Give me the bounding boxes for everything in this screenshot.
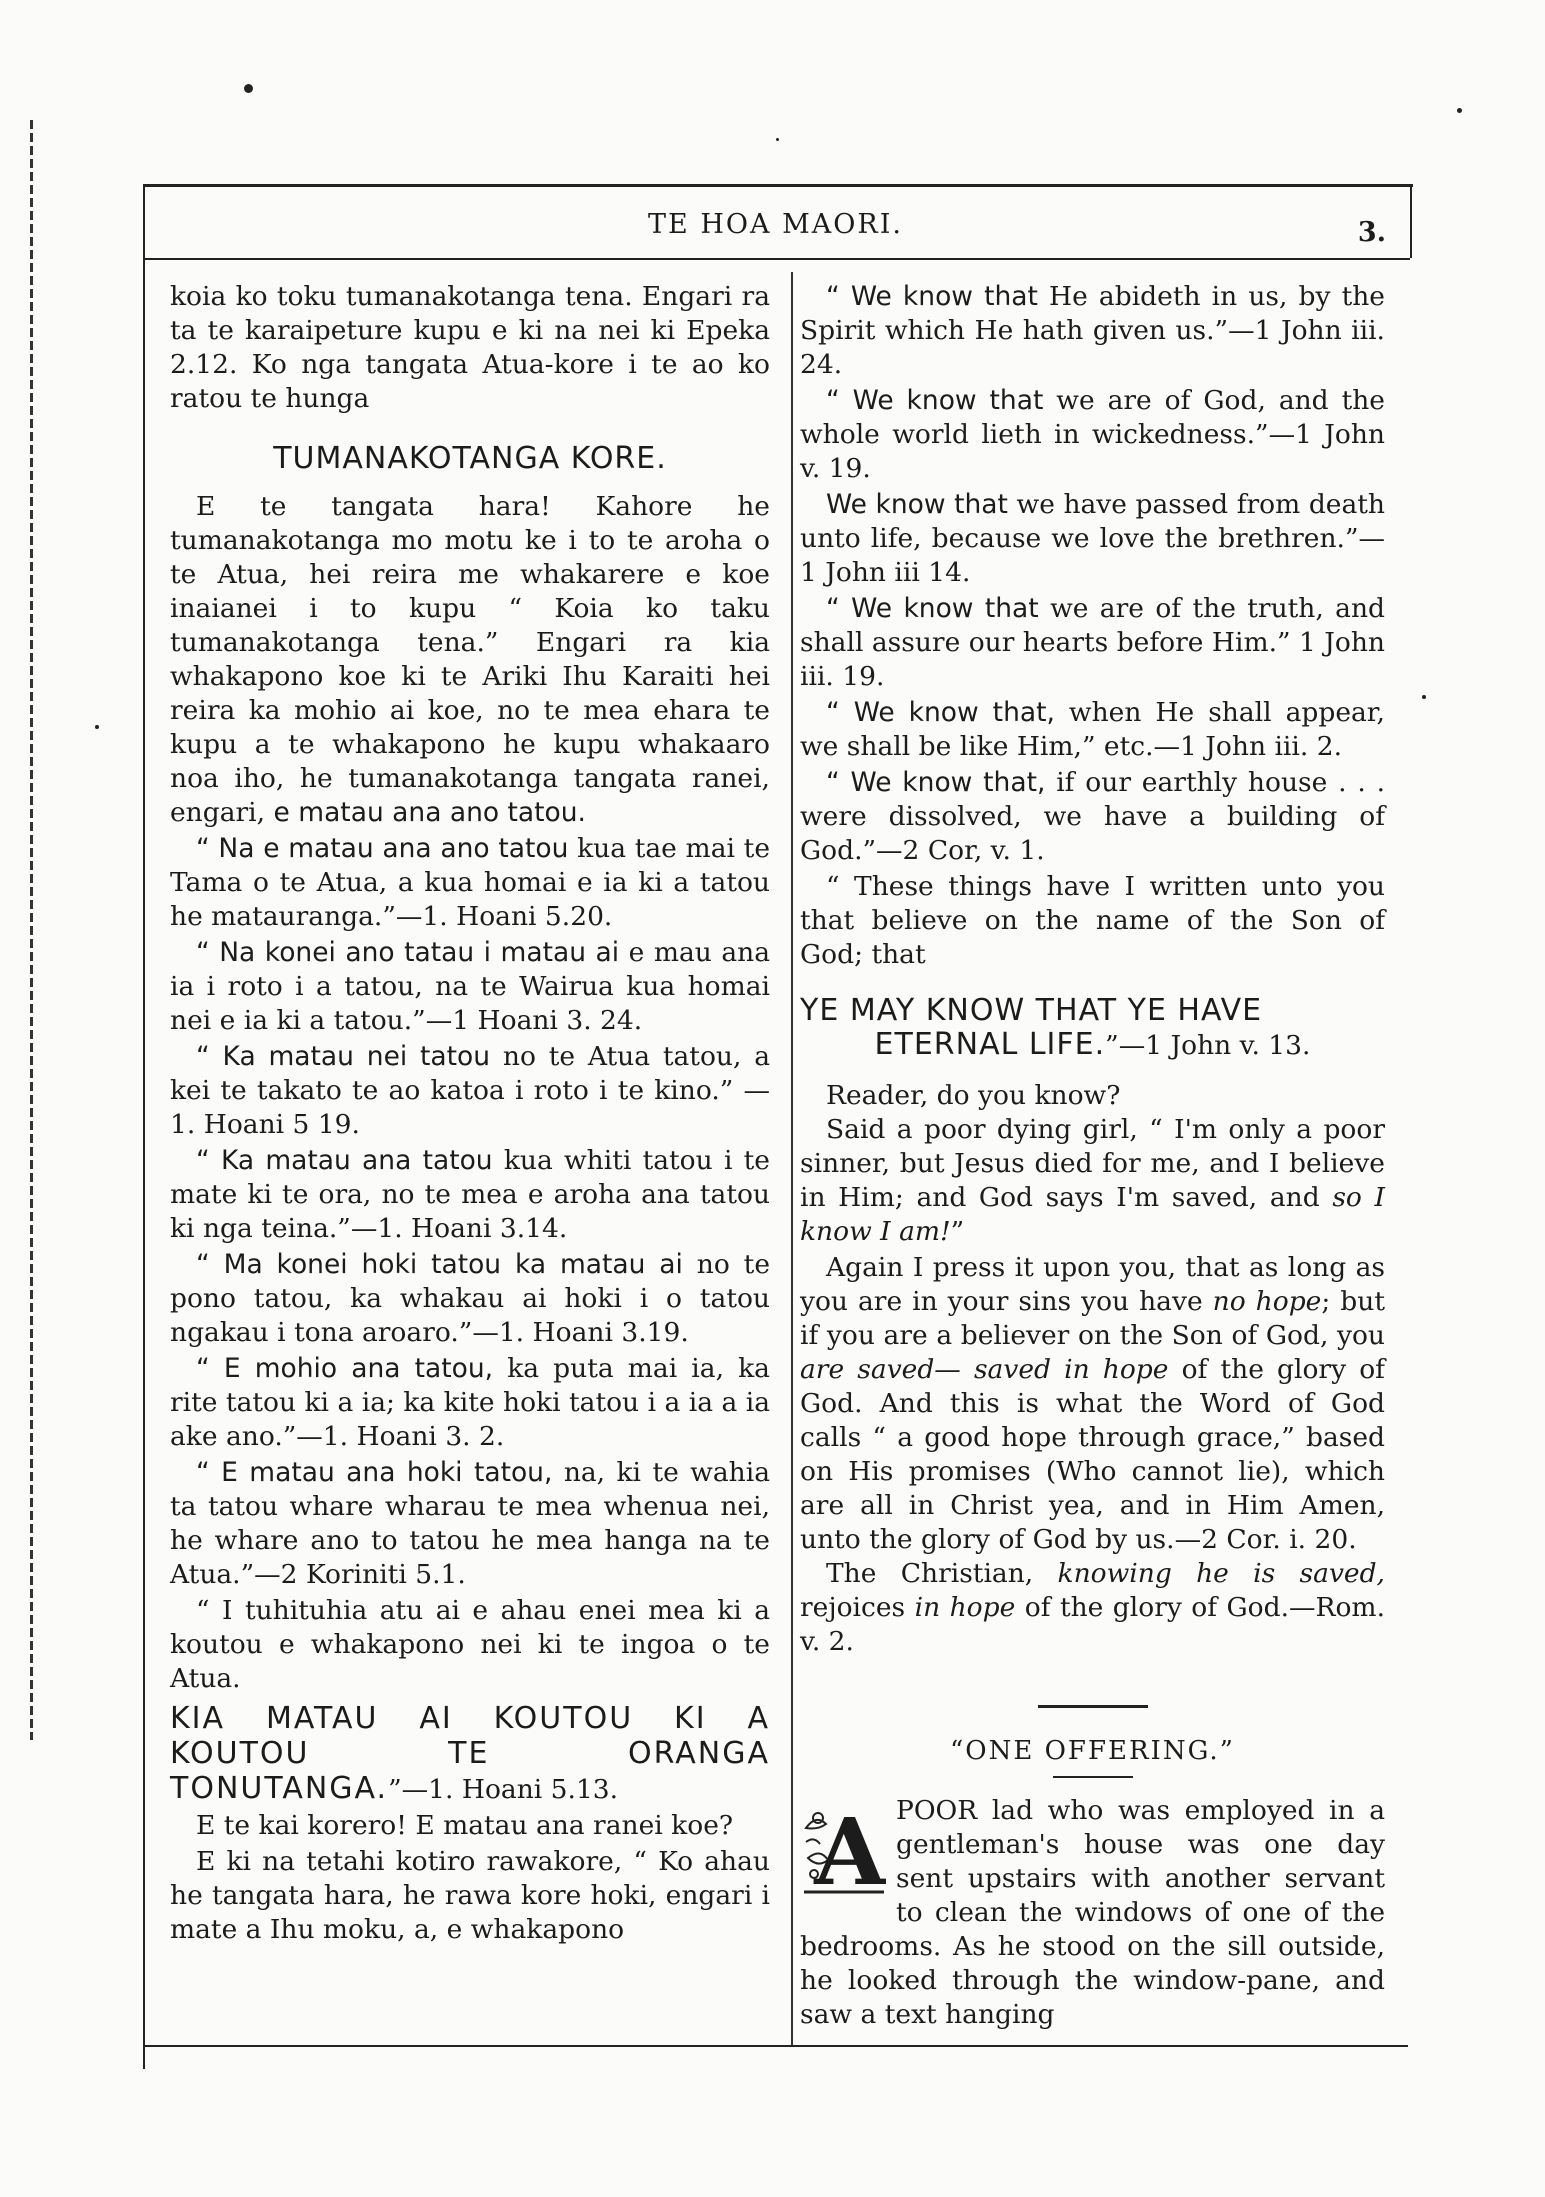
quote-lead: “ Ka matau ana tatou [196,1145,493,1176]
paragraph: E ki na tetahi kotiro rawakore, “ Ko ahau he tangata hara, he rawa kore hoki, engari i mate a Ihu moku, a, e whakapono [170,1846,770,1945]
quotation [800,384,1385,486]
article-text: POOR lad who was employed in a gentleman's house was one day sent upstairs with another servant to clean the windows of one of the bedrooms. As he stood on the sill outside, he looked through the window-pane, and saw a text hanging [800,1795,1385,2030]
svg-text:A: A [814,1798,886,1898]
paragraph-text: ; but if you are a believer on the Son of God, you [800,1286,1385,1351]
paragraph [800,1113,1385,1249]
quotation [170,1144,770,1246]
paragraph-text: Again I press it upon you, that as long as you are in your sins you have [800,1252,1385,1317]
quote-text: na, ki te wahia ta tatou whare wharau te mea whenua nei, he whare ano to tatou he mea hanga na te Atua.”—2 Koriniti 5.1. [170,1457,770,1590]
page-number: 3. [1357,217,1386,248]
paragraph: E te kai korero! E matau ana ranei koe? [196,1810,734,1841]
quotation [170,832,770,934]
heading-text: ETERNAL LIFE. [874,1027,1106,1062]
publication-title: TE HOA MAORI. [648,209,903,240]
quote-lead: “ Na e matau ana ano tatou [196,833,569,864]
right-column [800,280,1385,2032]
floral-initial-icon [800,1798,886,1898]
italic-text: are saved— saved in hope [800,1354,1169,1385]
scan-speck [776,138,779,141]
ornamental-dropcap [800,1798,886,1898]
quotation: “ These things have I written unto you that believe on the name of the Son of God; that [800,871,1385,970]
quote-lead: “ We know that [826,281,1038,312]
quote-lead: “ We know that [826,385,1044,416]
emphasis-text: e matau ana ano tatou. [273,797,586,828]
quotation [170,936,770,1038]
section-heading-line-1: YE MAY KNOW THAT YE HAVE [800,993,1263,1028]
paragraph: Reader, do you know? [826,1080,1121,1111]
bottom-rule [143,2045,1408,2047]
paragraph-text: E te tangata hara! Kahore he tumanakotanga mo motu ke i to te aroha o te Atua, hei reira me whakarere e koe inaianei i to kupu “ Koia ko taku tumanakotanga tena.” Engari ra kia whakapono koe ki te Ariki Ihu Karaiti hei reira ka mohio ai koe, no te mea ehara te kupu a te whakapono he kupu whakaaro noa iho, he tumanakotanga tangata ranei, engari, [170,491,770,828]
quote-text: ka puta mai ia, ka rite tatou ki a ia; ka kite hoki tatou i a ia a ia ake ano.”—1. Hoani 3. 2. [170,1353,770,1452]
italic-text: in hope [914,1592,1016,1623]
page-header [143,205,1408,249]
quotation [800,766,1385,868]
paragraph: koia ko toku tumanakotanga tena. Engari ra ta te karaipeture kupu e ki na nei ki Epeka 2.12. Ko nga tangata Atua-kore i te ao ko ratou te hunga [170,281,770,414]
quote-text: kua tae mai te Tama o te Atua, a kua homai e ia ki a tatou he matauranga.”—1. Hoani 5.20. [170,833,771,932]
quotation [170,1040,770,1142]
heading-text: KIA MATAU AI KOUTOU KI A KOUTOU TE ORANGA TONUTANGA. [170,1701,770,1806]
title-underline [1053,1776,1133,1778]
scan-speck [95,725,99,729]
section-heading [170,1702,770,1807]
italic-text: knowing he is saved, [1057,1558,1385,1589]
quote-lead: “ E mohio ana tatou, [196,1353,494,1384]
paragraph-text: The Christian, [826,1558,1034,1589]
quote-text: we are of God, and the whole world lieth in wickedness.”—1 John v. 19. [800,385,1385,484]
quote-text: kua whiti tatou i te mate ki te ora, no te mea e aroha ana tatou ki nga teina.”—1. Hoani 3.14. [170,1145,770,1244]
quote-lead: “ We know that, [826,767,1046,798]
quote-text: when He shall appear, we shall be like Him,” etc.—1 John iii. 2. [800,697,1385,762]
paragraph [800,1557,1385,1659]
quotation [170,1248,770,1350]
quote-lead: “ Na konei ano tatau i matau ai [196,937,620,968]
paragraph [170,490,770,830]
header-rule [143,258,1410,260]
quote-lead: “ We know that, [826,697,1055,728]
quotation [800,488,1385,590]
right-rule [1410,184,1412,258]
left-column [170,280,770,1947]
quote-text: no te Atua tatou, a kei te takato te ao katoa i roto i te kino.” —1. Hoani 5 19. [170,1041,770,1140]
section-heading-line-2 [800,1028,1385,1063]
scan-speck [1422,695,1426,699]
quotation [170,1352,770,1454]
quote-text: He abideth in us, by the Spirit which He hath given us.”—1 John iii. 24. [800,281,1385,380]
quote-text: e mau ana ia i roto i a tatou, na te Wairua kua homai nei e ia ki a tatou.”—1 Hoani 3. 24. [170,937,770,1036]
paragraph-text: of the glory of God. And this is what the Word of God calls “ a good hope through grace,” based on His promises (Who cannot lie), which are all in Christ yea, and in Him Amen, unto the glory of God by us.—2 Cor. i. 20. [800,1354,1385,1555]
paragraph-text: ” [950,1216,965,1247]
quote-text: we are of the truth, and shall assure our hearts before Him.” 1 John iii. 19. [800,593,1385,692]
scan-margin-artifact [30,120,33,1740]
paragraph-text: rejoices [800,1592,906,1623]
quote-text: no te pono tatou, ka whakau ai hoki i o tatou ngakau i tona aroaro.”—1. Hoani 3.19. [170,1249,770,1348]
scan-speck [1457,108,1462,113]
scan-speck [244,84,253,93]
quote-lead: “ Ka matau nei tatou [196,1041,491,1072]
quotation: “ I tuhituhia atu ai e ahau enei mea ki a koutou e whakapono nei ki te ingoa o te Atua. [170,1595,770,1694]
paragraph-text: Said a poor dying girl, “ I'm only a poor sinner, but Jesus died for me, and I believe in Him; and God says I'm saved, and [800,1114,1385,1213]
article-paragraph [800,1794,1385,2032]
quote-lead: We know that [826,489,1008,520]
quotation [800,592,1385,694]
heading-reference: ”—1. Hoani 5.13. [388,1774,619,1805]
quote-lead: “ Ma konei hoki tatou ka matau ai [196,1249,683,1280]
heading-reference: ”—1 John v. 13. [1105,1030,1311,1061]
italic-text: no hope [1212,1286,1322,1317]
column-divider [791,272,793,2046]
section-heading: TUMANAKOTANGA KORE. [273,441,667,476]
article-title: “ONE OFFERING.” [950,1736,1235,1766]
quotation [800,696,1385,764]
quote-text: if our earthly house . . . were dissolved, we have a building of God.”—2 Cor, v. 1. [800,767,1385,866]
paragraph [800,1251,1385,1557]
paragraph-text: of the glory of God.—Rom. v. 2. [800,1592,1385,1657]
quote-lead: “ E matau ana hoki tatou, [196,1457,553,1488]
quote-lead: “ We know that [826,593,1039,624]
top-rule [143,184,1413,187]
quotation [170,1456,770,1592]
quotation [800,280,1385,382]
quote-text: we have passed from death unto life, because we love the brethren.”—1 John iii 14. [800,489,1385,588]
italic-text: so I know I am! [800,1182,1385,1247]
